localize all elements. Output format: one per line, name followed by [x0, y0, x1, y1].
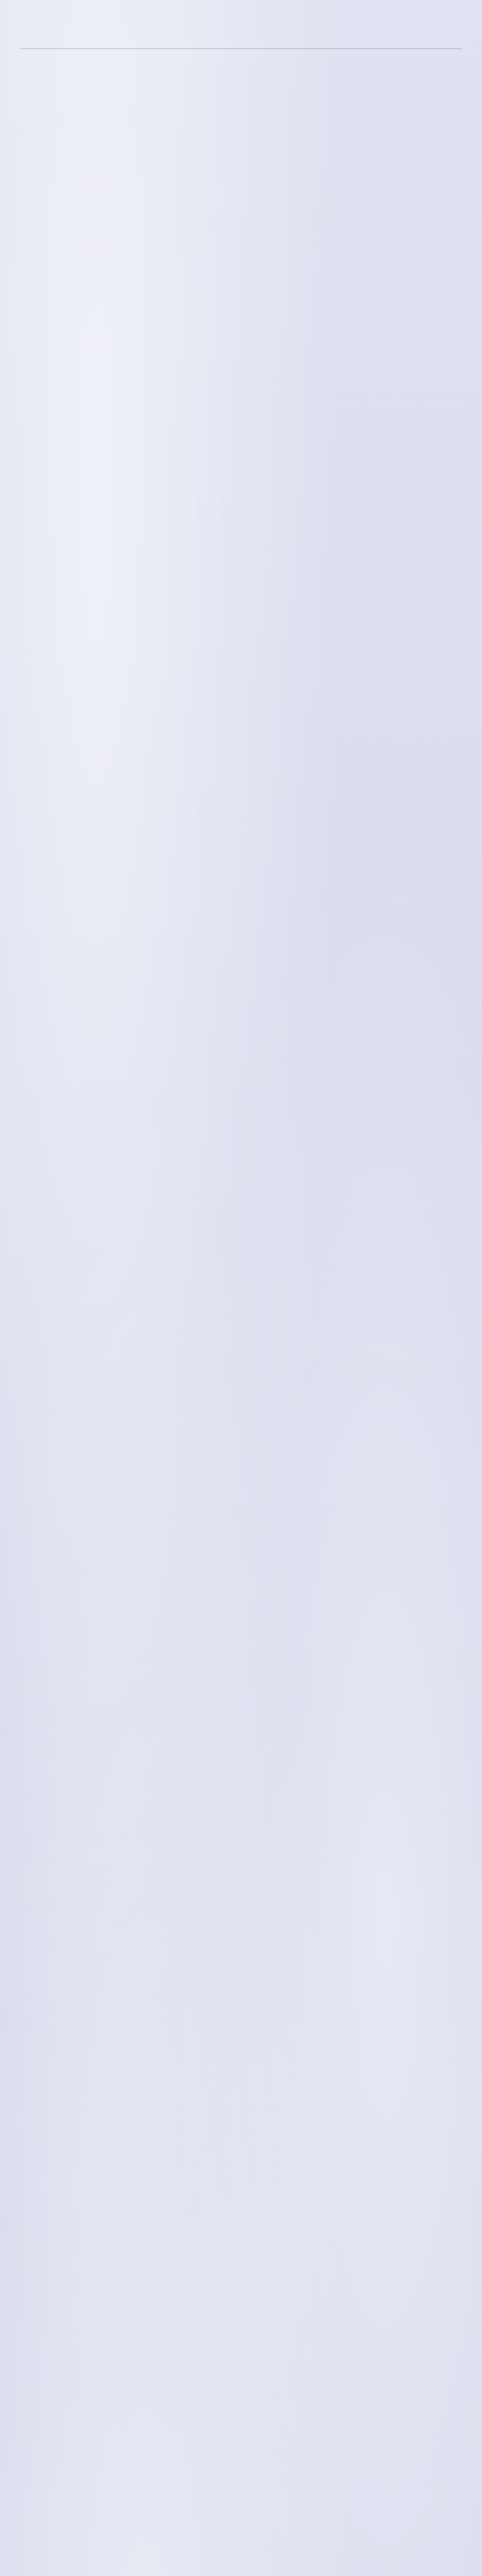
scene-break: [21, 92, 461, 123]
story-body: [10, 61, 472, 123]
title-block: [10, 15, 472, 36]
scene-break: [21, 61, 461, 92]
section-divider: [21, 48, 461, 49]
